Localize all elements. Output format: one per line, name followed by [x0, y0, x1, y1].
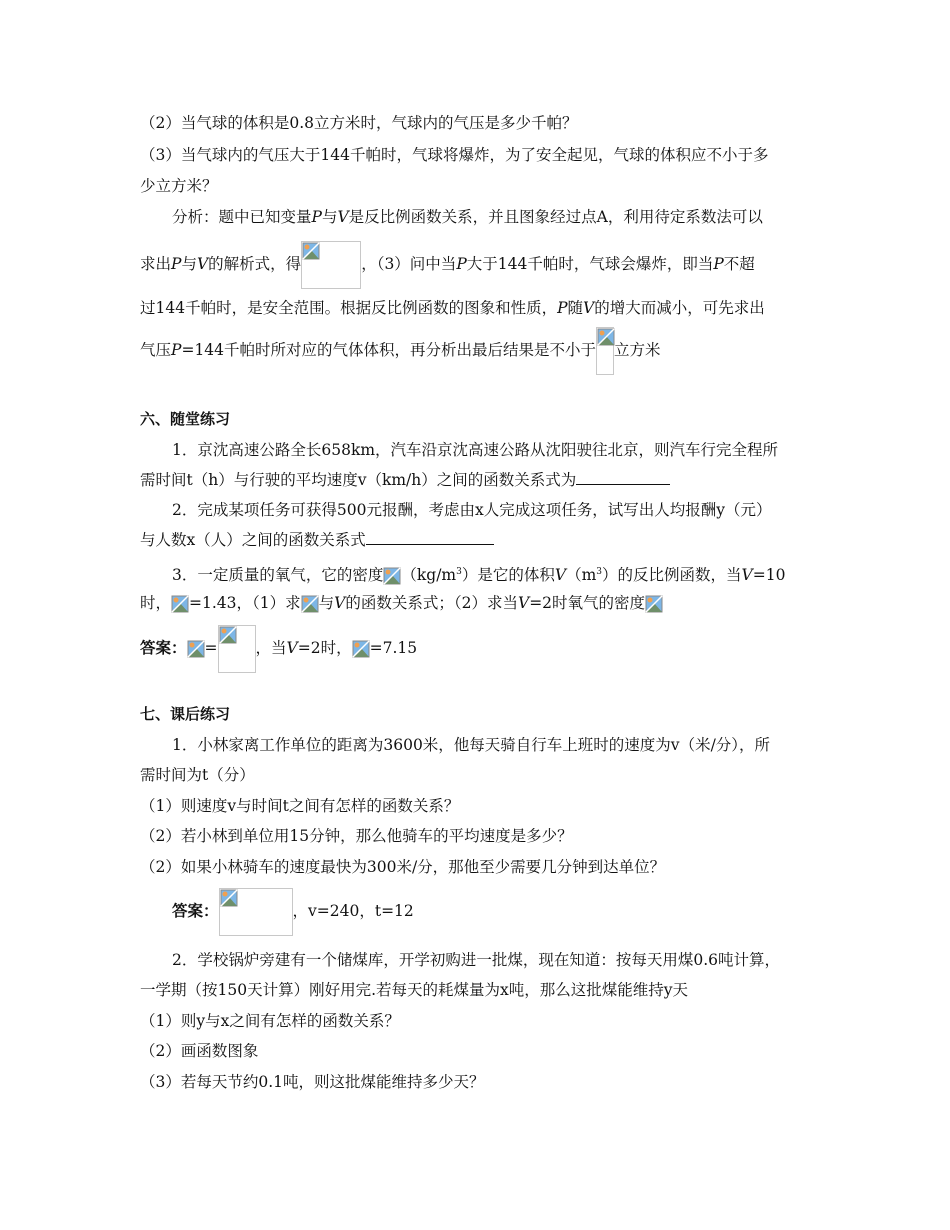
section-7-answer: 答案： ，v=240，t=12 [172, 887, 414, 936]
rho-image-icon [645, 595, 663, 613]
exercise-3-line2: 时， =1.43，（1）求 与V的函数关系式；（2）求当V=2时氧气的密度 [140, 593, 663, 613]
rho-image-icon [352, 640, 370, 658]
analysis-line4: 气压P=144千帕时所对应的气体体积，再分析出最后结果是不小于 立方米 [140, 326, 661, 375]
problem-2-q1: （1）则y与x之间有怎样的函数关系？ [140, 1012, 400, 1030]
formula-image-icon [596, 327, 614, 375]
rho-image-icon [301, 595, 319, 613]
formula-image-icon [301, 241, 361, 289]
formula-image-icon [219, 888, 293, 936]
rho-image-icon [383, 567, 401, 585]
section-7-title: 七、课后练习 [140, 705, 231, 723]
rho-image-icon [171, 595, 189, 613]
exercise-2-line2: 与人数x（人）之间的函数关系式 [140, 530, 494, 550]
formula-image-icon [218, 625, 256, 673]
rho-image-icon [187, 640, 205, 658]
question-3-line1: （3）当气球内的气压大于144千帕时，气球将爆炸，为了安全起见，气球的体积应不小于多 [140, 146, 769, 164]
problem-2-line1: 2．学校锅炉旁建有一个储煤库，开学初购进一批煤，现在知道：按每天用煤0.6吨计算， [172, 951, 781, 969]
problem-1-q1: （1）则速度v与时间t之间有怎样的函数关系？ [140, 797, 460, 815]
exercise-1-line2: 需时间t（h）与行驶的平均速度v（km/h）之间的函数关系式为 [140, 470, 670, 490]
exercise-2-line1: 2．完成某项任务可获得500元报酬，考虑由x人完成这项任务，试写出人均报酬y（元） [172, 501, 772, 519]
problem-2-q2: （2）画函数图象 [140, 1042, 259, 1060]
analysis-line2: 求出P与V的解析式，得 ，（3）问中当P大于144千帕时，气球会爆炸，即当P不超 [140, 240, 755, 289]
analysis-line3: 过144千帕时，是安全范围。根据反比例函数的图象和性质，P随V的增大而减小，可先求出 [140, 299, 765, 317]
exercise-3-line1: 3．一定质量的氧气，它的密度 $(kg/m^3)$是它的体积$V(m^3)$的反比例函数，当V=10 [172, 566, 786, 585]
section-6-answer: 答案： = ，当V=2时， =7.15 [140, 624, 417, 673]
problem-1-q2: （2）若小林到单位用15分钟，那么他骑车的平均速度是多少？ [140, 827, 573, 845]
problem-1-q3: （2）如果小林骑车的速度最快为300米/分，那他至少需要几分钟到达单位？ [140, 858, 666, 876]
exercise-1-line1: 1．京沈高速公路全长658km，汽车沿京沈高速公路从沈阳驶往北京，则汽车行完全程所 [172, 441, 779, 459]
problem-2-line2: 一学期（按150天计算）刚好用完.若每天的耗煤量为x吨，那么这批煤能维持y天 [140, 981, 689, 999]
question-2: （2）当气球的体积是0.8立方米时，气球内的气压是多少千帕？ [140, 114, 578, 132]
problem-1-line2: 需时间为t（分） [140, 766, 255, 784]
problem-1-line1: 1．小林家离工作单位的距离为3600米，他每天骑自行车上班时的速度为v（米/分），所 [172, 736, 771, 754]
answer-blank [366, 530, 494, 545]
question-3-line2: 少立方米？ [140, 177, 218, 195]
problem-2-q3: （3）若每天节约0.1吨，则这批煤能维持多少天？ [140, 1073, 485, 1091]
answer-blank [576, 470, 670, 485]
analysis-line1: 分析：题中已知变量P与V是反比例函数关系，并且图象经过点A，利用待定系数法可以 [172, 208, 763, 226]
section-6-title: 六、随堂练习 [140, 410, 231, 428]
